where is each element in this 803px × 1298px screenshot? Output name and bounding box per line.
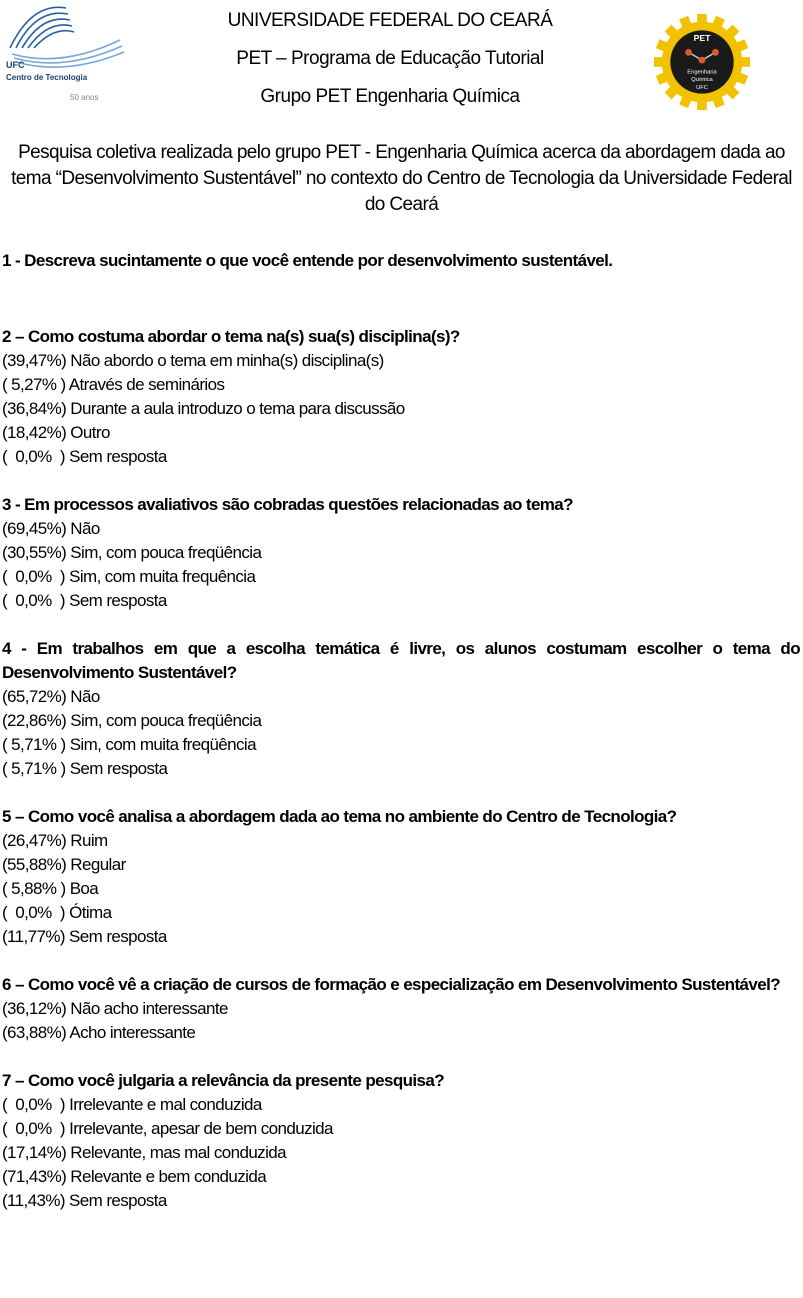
- survey-intro: Pesquisa coletiva realizada pelo grupo PET - Engenharia Química acerca da abordagem dada ao tema “Desenvolvimento Sustentável” no contexto do Centro de Tecnologia da Universidade Federal do Ceará: [11, 142, 792, 215]
- answer-options: [2, 829, 800, 949]
- svg-text:UFC: UFC: [696, 84, 708, 91]
- svg-text:UFC: UFC: [6, 60, 25, 70]
- answer-option: (30,55%) Sim, com pouca freqüência: [2, 543, 262, 562]
- question-title: 7 – Como você julgaria a relevância da presente pesquisa?: [2, 1071, 444, 1090]
- question-title: 3 - Em processos avaliativos são cobradas questões relacionadas ao tema?: [2, 495, 573, 514]
- question-title: 6 – Como você vê a criação de cursos de formação e especialização em Desenvolvimento Sustentável?: [2, 975, 780, 994]
- program-name: PET – Programa de Educação Tutorial: [236, 48, 544, 69]
- answer-options: [2, 685, 800, 781]
- answer-option: ( 5,71% ) Sem resposta: [2, 759, 168, 778]
- answer-option: ( 0,0% ) Ótima: [2, 903, 112, 922]
- answer-option: (22,86%) Sim, com pouca freqüência: [2, 711, 262, 730]
- answer-option: ( 0,0% ) Irrelevante e mal conduzida: [2, 1095, 262, 1114]
- answer-option: (18,42%) Outro: [2, 423, 110, 442]
- answer-option: ( 0,0% ) Irrelevante, apesar de bem conduzida: [2, 1119, 333, 1138]
- question-block: [2, 637, 800, 781]
- page-header: [0, 0, 803, 118]
- svg-text:50 anos: 50 anos: [70, 93, 99, 102]
- answer-option: ( 5,27% ) Através de seminários: [2, 375, 225, 394]
- svg-text:PET: PET: [693, 32, 711, 43]
- question-title: 2 – Como costuma abordar o tema na(s) sua(s) disciplina(s)?: [2, 327, 460, 346]
- answer-options: [2, 997, 800, 1045]
- answer-option: (17,14%) Relevante, mas mal conduzida: [2, 1143, 286, 1162]
- answer-option: ( 0,0% ) Sem resposta: [2, 447, 167, 466]
- questions-list: [2, 249, 800, 1237]
- question-block: [2, 973, 800, 1045]
- university-name: UNIVERSIDADE FEDERAL DO CEARÁ: [227, 10, 553, 31]
- answer-option: (71,43%) Relevante e bem conduzida: [2, 1167, 267, 1186]
- svg-text:Química: Química: [691, 77, 713, 84]
- group-name: Grupo PET Engenharia Química: [260, 86, 520, 107]
- answer-option: ( 5,88% ) Boa: [2, 879, 99, 898]
- answer-option: (39,47%) Não abordo o tema em minha(s) disciplina(s): [2, 351, 384, 370]
- answer-option: ( 0,0% ) Sim, com muita frequência: [2, 567, 256, 586]
- question-block: [2, 493, 800, 613]
- answer-option: ( 0,0% ) Sem resposta: [2, 591, 167, 610]
- question-title: 4 - Em trabalhos em que a escolha temática é livre, os alunos costumam escolher o tema do Desenvolvimento Sustentável?: [2, 639, 800, 682]
- svg-text:Engenharia: Engenharia: [687, 69, 717, 76]
- svg-text:Centro de Tecnologia: Centro de Tecnologia: [6, 73, 88, 82]
- answer-option: ( 5,71% ) Sim, com muita freqüência: [2, 735, 256, 754]
- answer-options: [2, 517, 800, 613]
- answer-option: (11,77%) Sem resposta: [2, 927, 167, 946]
- answer-option: (36,12%) Não acho interessante: [2, 999, 228, 1018]
- ufc-ct-logo: [2, 4, 132, 104]
- answer-options: [2, 1093, 800, 1213]
- answer-option: (26,47%) Ruim: [2, 831, 108, 850]
- answer-option: (55,88%) Regular: [2, 855, 126, 874]
- header-titles: [130, 2, 650, 116]
- question-block: [2, 1069, 800, 1213]
- answer-option: (69,45%) Não: [2, 519, 100, 538]
- answer-option: (63,88%) Acho interessante: [2, 1023, 196, 1042]
- answer-options: [2, 349, 800, 469]
- question-block: [2, 325, 800, 469]
- answer-option: (65,72%) Não: [2, 687, 100, 706]
- question-block: [2, 249, 800, 273]
- question-title: 5 – Como você analisa a abordagem dada ao tema no ambiente do Centro de Tecnologia?: [2, 807, 677, 826]
- answer-option: (11,43%) Sem resposta: [2, 1191, 167, 1210]
- question-title: 1 - Descreva sucintamente o que você entende por desenvolvimento sustentável.: [2, 251, 613, 270]
- pet-gear-logo: [654, 14, 750, 110]
- answer-option: (36,84%) Durante a aula introduzo o tema para discussão: [2, 399, 405, 418]
- question-block: [2, 805, 800, 949]
